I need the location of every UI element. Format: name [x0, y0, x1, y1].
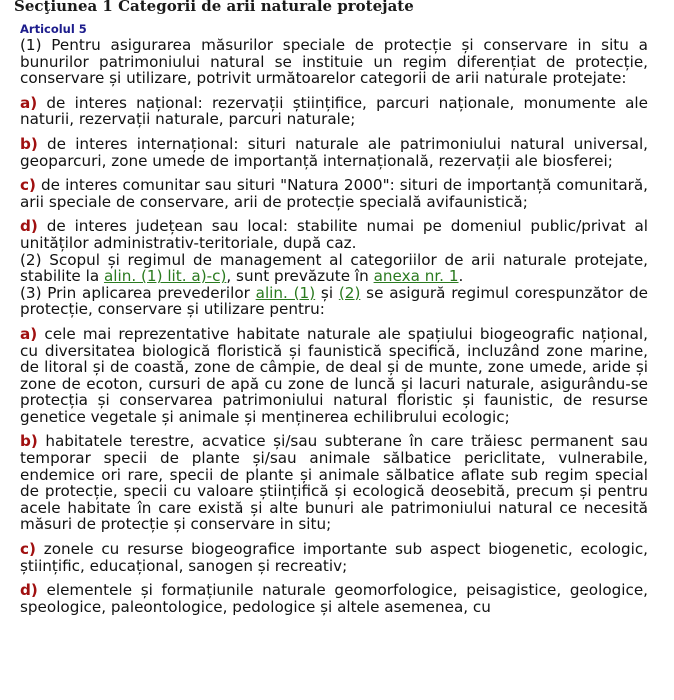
- item-letter: a): [20, 324, 38, 343]
- paragraph-2: [20, 252, 648, 285]
- paragraph-2-text: , sunt prevăzute în: [226, 267, 374, 286]
- item-text: elementele și formațiunile naturale geomorfologice, peisagistice, geologice, speologice, paleontologice, pedologice și altele asemenea, cu: [20, 581, 648, 616]
- item-text: habitatele terestre, acvatice și/sau subterane în care trăiesc permanent sau temporar specii de plante și/sau animale sălbatice periclitate, vulnerabile, endemice ori rare, specii de plante și animale sălbatice aflate sub regim special de protecție, specii cu valoare științifică și ecologică deosebită, precum și pentru acele habitate în care există și alte bunuri ale patrimoniului natural ce necesită măsuri de protecție și conservare in situ;: [20, 432, 648, 534]
- list-item-3d: [20, 582, 648, 615]
- list-item-1c: [20, 177, 648, 210]
- paragraph-3-text: și: [315, 283, 339, 302]
- item-text: zonele cu resurse biogeografice importante sub aspect biogenetic, ecologic, științific, educațional, sanogen și recreativ;: [20, 540, 648, 575]
- paragraph-2-text: (2) Scopul și regimul de management al categoriilor de arii naturale protejate, stabilite la: [20, 250, 648, 286]
- item-letter: c): [20, 176, 36, 195]
- list-item-3b: [20, 433, 648, 533]
- link-alin-2[interactable]: (2): [338, 283, 361, 302]
- item-text: de interes județean sau local: stabilite numai pe domeniul public/privat al unităților administrativ-teritoriale, după caz.: [20, 217, 648, 252]
- paragraph-2-text: .: [458, 267, 464, 286]
- paragraph-3-text: se asigură regimul corespunzător de protecție, conservare și utilizare pentru:: [20, 283, 648, 319]
- link-alin-1[interactable]: alin. (1): [255, 283, 316, 302]
- item-letter: d): [20, 217, 38, 236]
- item-letter: d): [20, 581, 38, 600]
- item-text: cele mai reprezentative habitate naturale ale spațiului biogeografic național, cu diversitatea biologică floristică și faunistică specifică, incluzând zone marine, de litoral și de coastă, zone de câmpie, de deal și de munte, zone umede, aride și zone de ecoton, cursuri de apă cu zone de luncă și lacuri naturale, asigurându-se protecția și conservarea patrimoniului natural floristic și faunistic, de resurse genetice vegetale și animale și menținerea echilibrului ecologic;: [20, 324, 648, 426]
- link-anexa-1[interactable]: anexa nr. 1: [373, 267, 459, 286]
- list-item-1a: [20, 95, 648, 128]
- paragraph-3-text: (3) Prin aplicarea prevederilor: [20, 283, 256, 302]
- item-text: de interes național: rezervații științifice, parcuri naționale, monumente ale naturii, rezervații naturale, parcuri naturale;: [20, 93, 648, 129]
- paragraph-1: (1) Pentru asigurarea măsurilor speciale de protecție și conservare in situ a bunurilor patrimoniului natural se instituie un regim diferențiat de protecție, conservare și utilizare, potrivit următoarelor categorii de arii naturale protejate:: [20, 36, 648, 88]
- item-letter: b): [20, 432, 38, 451]
- list-item-3a: [20, 326, 648, 426]
- list-item-3c: [20, 541, 648, 574]
- article-title: Articolul 5: [20, 22, 87, 36]
- paragraph-3: [20, 285, 648, 318]
- list-item-1d: [20, 218, 648, 251]
- item-letter: b): [20, 134, 38, 153]
- item-text: de interes comunitar sau situri "Natura 2000": situri de importanță comunitară, arii speciale de conservare, arii de protecție specială avifaunistică;: [20, 176, 648, 211]
- article-content: [20, 37, 648, 615]
- item-letter: c): [20, 540, 36, 559]
- section-title: Secţiunea 1 Categorii de arii naturale protejate: [14, 0, 414, 15]
- item-text: de interes internațional: situri naturale ale patrimoniului natural universal, geoparcuri, zone umede de importanță internațională, rezervații ale biosferei;: [20, 134, 648, 170]
- item-letter: a): [20, 93, 38, 112]
- link-alin-1-lit-a-c[interactable]: alin. (1) lit. a)-c): [103, 267, 227, 286]
- list-item-1b: [20, 136, 648, 169]
